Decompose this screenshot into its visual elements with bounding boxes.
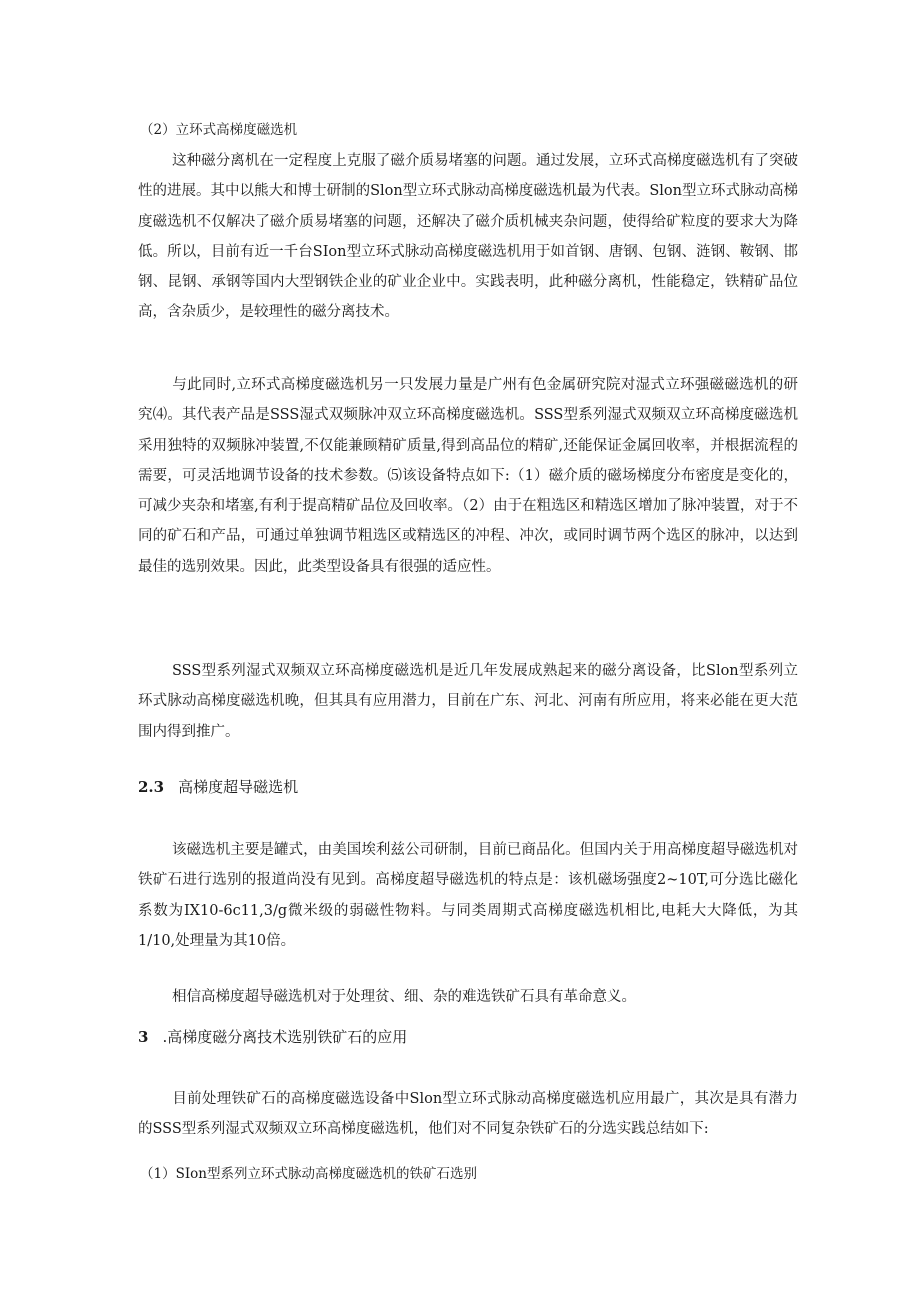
- subsection-title-vertical-ring: （2）立环式高梯度磁选机: [140, 122, 298, 138]
- section-title: .高梯度磁分离技术选别铁矿石的应用: [162, 1028, 408, 1046]
- section-title: 高梯度超导磁选机: [178, 778, 299, 796]
- paragraph-sss-machine: 与此同时,立环式高梯度磁选机另一只发展力量是广州有色金属研究院对湿式立环强磁磁选机的研究⑷。其代表产品是SSS湿式双频脉冲双立环高梯度磁选机。SSS型系列湿式双频双立环高梯度磁选机采用独特的双频脉冲装置,不仅能兼顾精矿质量,得到高品位的精矿,还能保证金属回收率，并根据流程的需要，可灵活地调节设备的技术参数。⑸该设备特点如下:（1）磁介质的磁场梯度分布密度是变化的，可减少夹杂和堵塞,有利于提高精矿品位及回收率。（2）由于在粗选区和精选区增加了脉冲装置，对于不同的矿石和产品，可通过单独调节粗选区或精选区的冲程、冲次，或同时调节两个选区的脉冲，以达到最佳的选别效果。因此，此类型设备具有很强的适应性。: [138, 377, 798, 575]
- paragraph-vertical-ring-intro: 这种磁分离机在一定程度上克服了磁介质易堵塞的问题。通过发展，立环式高梯度磁选机有了突破性的进展。其中以熊大和博士研制的Slon型立环式脉动高梯度磁选机最为代表。Slon型立环式脉动高梯度磁选机不仅解决了磁介质易堵塞的问题，还解决了磁介质机械夹杂问题，使得给矿粒度的要求大为降低。所以，目前有近一千台SIon型立环式脉动高梯度磁选机用于如首钢、唐钢、包钢、涟钢、鞍钢、邯钢、昆钢、承钢等国内大型钢铁企业的矿业企业中。实践表明，此种磁分离机，性能稳定，铁精矿品位高，含杂质少，是较理性的磁分离技术。: [138, 153, 798, 321]
- paragraph-superconducting-significance: 相信高梯度超导磁选机对于处理贫、细、杂的难选铁矿石具有革命意义。: [172, 989, 636, 1005]
- section-number: 2.3: [138, 778, 165, 796]
- subsection-title-slon-separation: （1）SIon型系列立环式脉动高梯度磁选机的铁矿石选别: [140, 1166, 477, 1182]
- section-number: 3: [138, 1028, 149, 1046]
- section-heading-2-3: [138, 776, 298, 797]
- paragraph-superconducting-intro: 该磁选机主要是罐式，由美国埃利兹公司研制，目前已商品化。但国内关于用高梯度超导磁选机对铁矿石进行选别的报道尚没有见到。高梯度超导磁选机的特点是：该机磁场强度2~10T,可分选比磁化系数为IX10-6c11,3/g微米级的弱磁性物料。与同类周期式高梯度磁选机相比,电耗大大降低，为其1/10,处理量为其10倍。: [138, 842, 798, 949]
- section-heading-3: [138, 1026, 407, 1047]
- paragraph-application-summary: 目前处理铁矿石的高梯度磁选设备中Slon型立环式脉动高梯度磁选机应用最广，其次是具有潜力的SSS型系列湿式双频双立环高梯度磁选机，他们对不同复杂铁矿石的分选实践总结如下:: [138, 1091, 798, 1138]
- paragraph-sss-application: SSS型系列湿式双频双立环高梯度磁选机是近几年发展成熟起来的磁分离设备，比Slon型系列立环式脉动高梯度磁选机晚，但其具有应用潜力，目前在广东、河北、河南有所应用，将来必能在更大范围内得到推广。: [138, 663, 798, 740]
